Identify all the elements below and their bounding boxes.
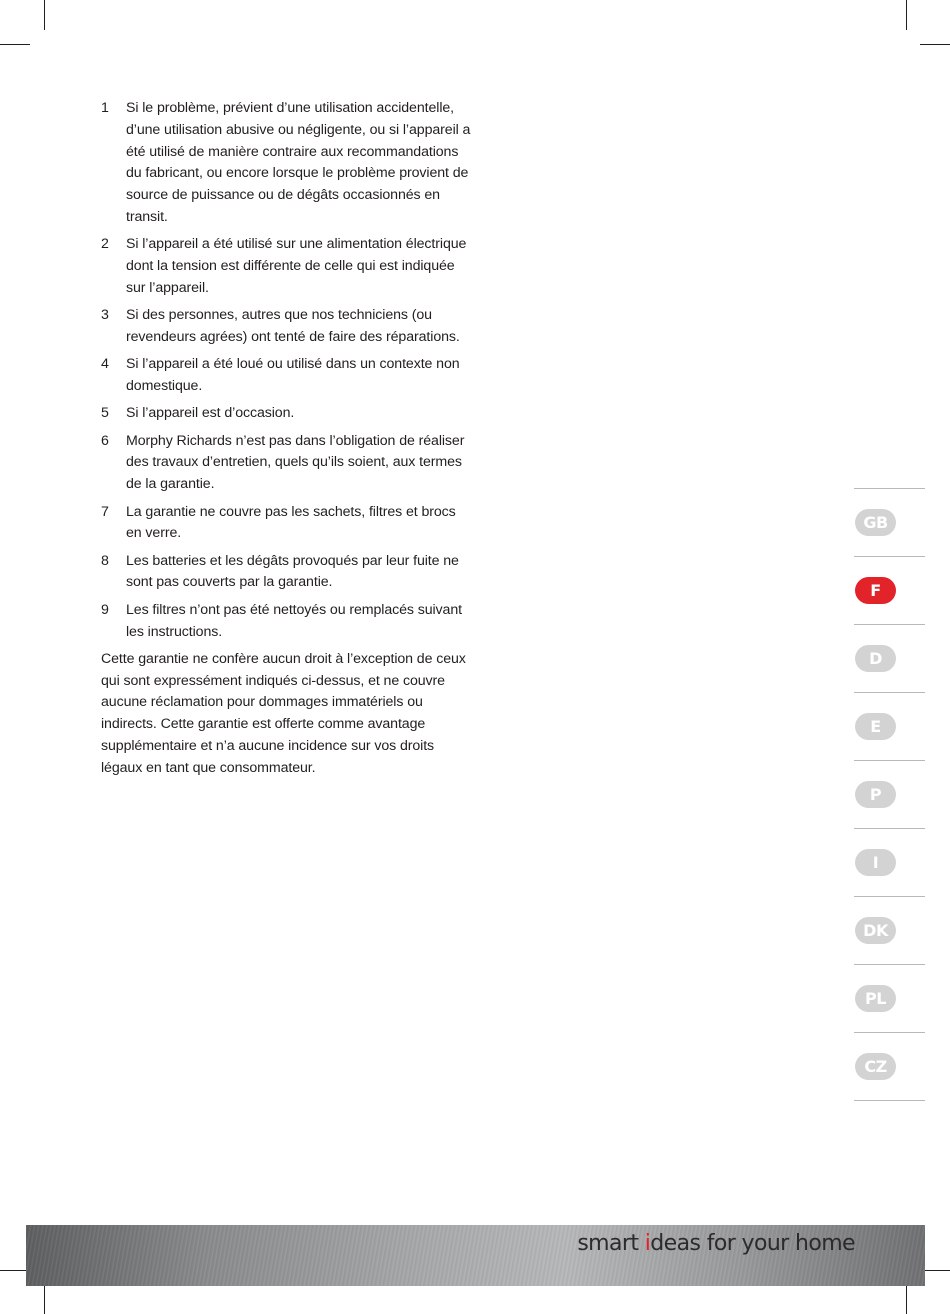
warranty-exclusions — [101, 98, 473, 794]
tab-d[interactable] — [854, 624, 925, 692]
language-badge: P — [855, 781, 896, 808]
language-badge: PL — [855, 985, 896, 1012]
list-item — [101, 600, 473, 644]
list-item — [101, 403, 473, 425]
crop-mark — [44, 0, 45, 30]
tab-pl[interactable] — [854, 964, 925, 1032]
item-text: Si l’appareil a été loué ou utilisé dans un contexte non domestique. — [126, 356, 460, 395]
list-item — [101, 431, 473, 496]
list-item — [101, 98, 473, 229]
list-item — [101, 305, 473, 349]
item-text: Si l’appareil est d’occasion. — [126, 405, 295, 422]
tab-p[interactable] — [854, 760, 925, 828]
tagline — [577, 1231, 855, 1256]
item-text: Morphy Richards n’est pas dans l’obligation de réaliser des travaux d’entretien, quels qu’ils soient, aux termes de la garantie. — [126, 432, 465, 493]
tagline-accent: i — [644, 1231, 651, 1256]
item-number: 1 — [101, 100, 109, 116]
crop-mark — [0, 44, 30, 45]
item-number: 4 — [101, 356, 109, 373]
item-text: Les filtres n’ont pas été nettoyés ou remplacés suivant les instructions. — [126, 601, 462, 640]
language-badge: E — [855, 713, 896, 740]
language-badge: D — [855, 645, 896, 672]
crop-mark — [906, 0, 907, 30]
item-number: 9 — [101, 601, 109, 618]
item-text: Si des personnes, autres que nos techniciens (ou revendeurs agrées) ont tenté de faire des réparations. — [126, 307, 460, 345]
crop-mark — [920, 44, 950, 45]
language-badge: CZ — [855, 1053, 896, 1080]
tagline-start: smart — [577, 1231, 645, 1256]
footer-band — [26, 1225, 925, 1286]
tab-cz[interactable] — [854, 1032, 925, 1101]
language-badge: I — [855, 849, 896, 876]
tab-gb[interactable] — [854, 488, 925, 556]
language-badge-active: F — [855, 577, 896, 604]
language-badge: DK — [855, 917, 896, 944]
list-item — [101, 234, 473, 299]
language-tabs — [854, 488, 925, 1101]
tab-f[interactable] — [854, 556, 925, 624]
list-item — [101, 354, 473, 398]
item-text: Si le problème, prévient d’une utilisation accidentelle, d’une utilisation abusive ou négligente, ou si l’appareil a été utilisé de manière contraire aux recommandations du fabricant, ou encore lorsque le problème provient de source de puissance ou de dégâts occasionnés en transit. — [126, 100, 471, 225]
item-number: 2 — [101, 236, 109, 253]
item-text: Si l’appareil a été utilisé sur une alimentation électrique dont la tension est différente de celle qui est indiquée sur l’appareil. — [126, 236, 467, 296]
tab-i[interactable] — [854, 828, 925, 896]
language-badge: GB — [855, 509, 896, 536]
item-text: Les batteries et les dégâts provoqués par leur fuite ne sont pas couverts par la garantie. — [126, 552, 459, 591]
item-text: La garantie ne couvre pas les sachets, filtres et brocs en verre. — [126, 503, 456, 542]
closing-paragraph: Cette garantie ne confère aucun droit à l’exception de ceux qui sont expressément indiqués ci-dessus, et ne couvre aucune réclamation pour dommages immatériels ou indirects. Cette garantie est offerte comme avantage supplémentaire et n’a aucune incidence sur vos droits légaux en tant que consommateur. — [101, 650, 466, 776]
list-item — [101, 551, 473, 595]
item-number: 8 — [101, 552, 109, 569]
tab-e[interactable] — [854, 692, 925, 760]
list-item — [101, 502, 473, 546]
tagline-end: deas for your home — [650, 1231, 855, 1256]
item-number: 3 — [101, 307, 109, 324]
item-number: 5 — [101, 405, 109, 422]
item-number: 7 — [101, 503, 109, 520]
item-number: 6 — [101, 432, 109, 449]
crop-mark — [906, 1284, 907, 1314]
crop-mark — [44, 1284, 45, 1314]
tab-dk[interactable] — [854, 896, 925, 964]
